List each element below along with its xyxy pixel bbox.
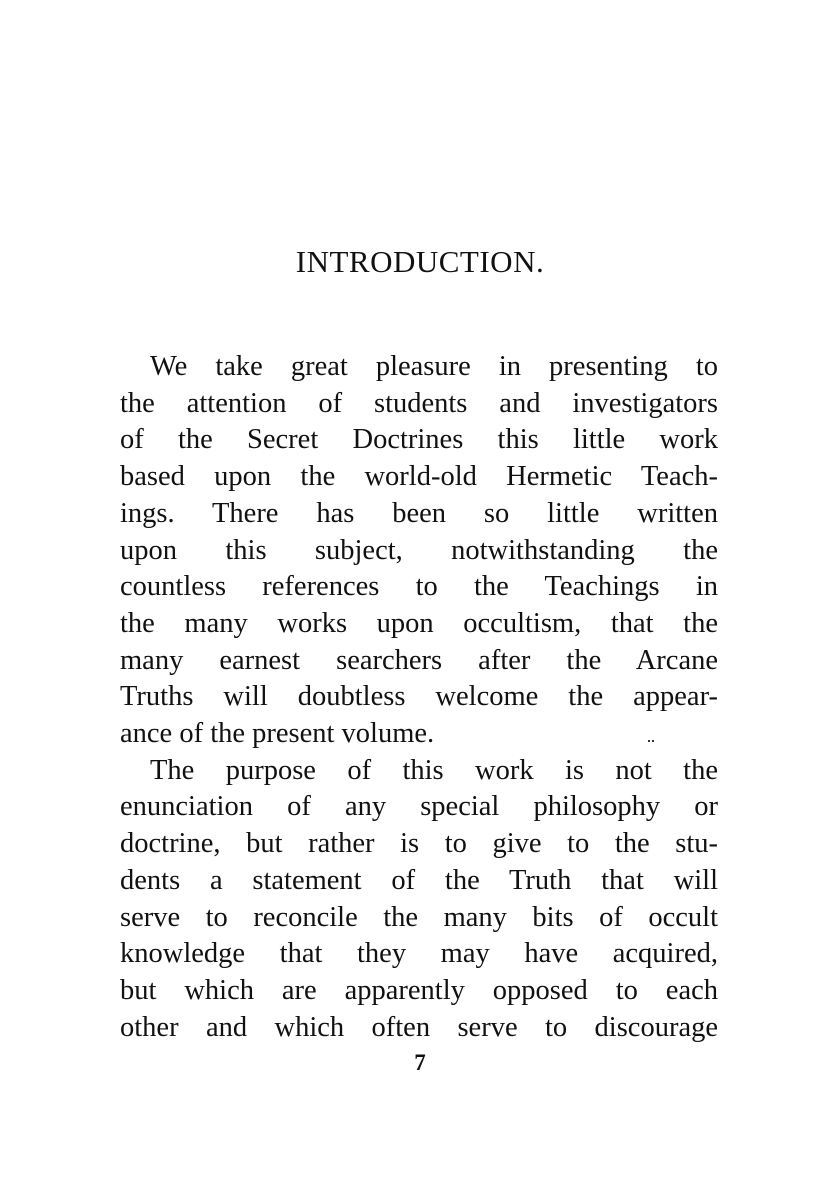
text-line: based upon the world-old Hermetic Teach- [120,461,718,493]
print-speck [648,740,655,743]
page-title: INTRODUCTION. [295,244,545,279]
text-line: of the Secret Doctrines this little work [120,424,718,456]
text-line: enunciation of any special philosophy or [120,791,718,823]
text-line: ings. There has been so little written [120,497,718,529]
text-line: knowledge that they may have acquired, [120,938,718,970]
text-line: many earnest searchers after the Arcane [120,644,718,676]
text-line: other and which often serve to discourage [120,1011,718,1043]
text-line: the attention of students and investigators [120,387,718,419]
text-line: upon this subject, notwithstanding the [120,534,718,566]
text-line: ance of the present volume. [120,718,435,749]
text-line: doctrine, but rather is to give to the stu- [120,828,718,860]
text-line: countless references to the Teachings in [120,571,718,603]
page-number: 7 [414,1050,426,1075]
text-line: the many works upon occultism, that the [120,607,718,639]
text-line: We take great pleasure in presenting to [150,351,718,382]
text-line: but which are apparently opposed to each [120,974,718,1006]
text-line: The purpose of this work is not the [150,754,718,786]
text-line: dents a statement of the Truth that will [120,864,718,896]
text-line: Truths will doubtless welcome the appear- [120,681,718,713]
text-line: serve to reconcile the many bits of occult [120,901,718,933]
